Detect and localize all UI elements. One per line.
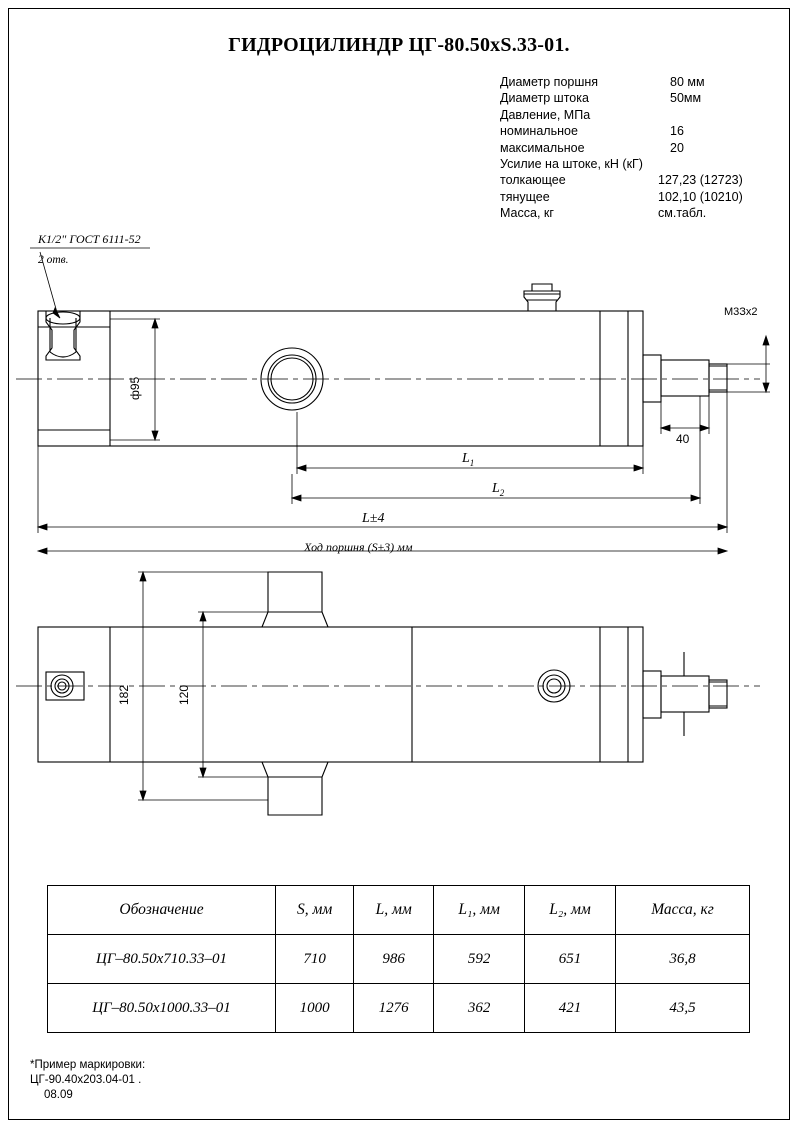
table-cell: ЦГ–80.50х710.33–01 bbox=[48, 935, 276, 984]
spec-label: тянущее bbox=[500, 189, 550, 204]
dim-182-label: 182 bbox=[117, 684, 131, 705]
spec-value: 16 bbox=[670, 124, 684, 139]
spec-label: Усилие на штоке, кН (кГ) bbox=[500, 156, 643, 171]
table-header-cell: Масса, кг bbox=[616, 886, 750, 935]
table-cell: 710 bbox=[276, 935, 354, 984]
end-flange-top bbox=[643, 355, 661, 402]
dim-rod-thread bbox=[727, 336, 770, 392]
table-cell: 651 bbox=[525, 935, 616, 984]
table-cell: 1000 bbox=[276, 984, 354, 1033]
dim-L2-label: $L_2$ bbox=[492, 481, 505, 498]
table-cell: 592 bbox=[434, 935, 525, 984]
table-header-cell: Обозначение bbox=[48, 886, 276, 935]
spec-label: Диаметр поршня bbox=[500, 75, 599, 89]
page-title: ГИДРОЦИЛИНДР ЦГ-80.50xS.33-01. bbox=[228, 34, 570, 56]
table-header-row bbox=[48, 886, 750, 935]
table-cell: 362 bbox=[434, 984, 525, 1033]
spec-label: Масса, кг bbox=[500, 206, 554, 221]
spec-value: 127,23 (12723) bbox=[658, 173, 743, 188]
rod-thread-label: М3Зх2 bbox=[724, 306, 758, 318]
table-cell: ЦГ–80.50х1000.33–01 bbox=[48, 984, 276, 1033]
table-header-cell: S, мм bbox=[276, 886, 354, 935]
diameter-95-label: ф95 bbox=[128, 376, 142, 400]
table-cell: 421 bbox=[525, 984, 616, 1033]
spec-label: Диаметр штока bbox=[500, 91, 589, 106]
marking-note bbox=[30, 1058, 145, 1103]
spec-value: 50мм bbox=[670, 91, 702, 106]
stroke-label: Ход поршня (S±3) мм bbox=[304, 540, 413, 554]
rod-stub-top bbox=[661, 360, 709, 396]
table-cell: 986 bbox=[354, 935, 434, 984]
note-line-1: *Пример маркировки: bbox=[30, 1059, 146, 1071]
spec-label: Давление, МПа bbox=[500, 107, 591, 122]
note-line-3: 08.09 bbox=[44, 1089, 73, 1101]
dim-120-label: 120 bbox=[177, 684, 191, 705]
dim-40-label: 40 bbox=[676, 432, 690, 446]
spec-label: толкающее bbox=[500, 173, 566, 188]
spec-value: 80 мм bbox=[670, 75, 705, 89]
note-line-2: ЦГ-90.40х203.04-01 . bbox=[30, 1074, 142, 1086]
spec-value: см.табл. bbox=[658, 206, 707, 221]
table-cell: 43,5 bbox=[616, 984, 750, 1033]
spec-label: номинальное bbox=[500, 124, 578, 139]
spec-value: 102,10 (10210) bbox=[658, 189, 743, 204]
specification-table bbox=[47, 885, 750, 1033]
table-cell: 36,8 bbox=[616, 935, 750, 984]
table-header-cell: L₁, мм bbox=[434, 886, 525, 935]
table-header-cell: L, мм bbox=[354, 886, 434, 935]
port-qty-label: 2 отв. bbox=[38, 254, 69, 266]
table-row bbox=[48, 935, 750, 984]
dim-40 bbox=[661, 394, 709, 434]
dim-L1-label: $L_1$ bbox=[462, 451, 475, 468]
table-header-cell: L₂, мм bbox=[525, 886, 616, 935]
port-thread-label: К1/2" ГОСТ 6111-52 bbox=[38, 232, 141, 246]
spec-value: 20 bbox=[670, 140, 684, 155]
table-row bbox=[48, 984, 750, 1033]
dim-120 bbox=[198, 612, 268, 777]
table-cell: 1276 bbox=[354, 984, 434, 1033]
dim-L-label: L±4 bbox=[362, 511, 385, 526]
rod-thread-top bbox=[709, 364, 727, 392]
spec-label: максимальное bbox=[500, 140, 585, 155]
